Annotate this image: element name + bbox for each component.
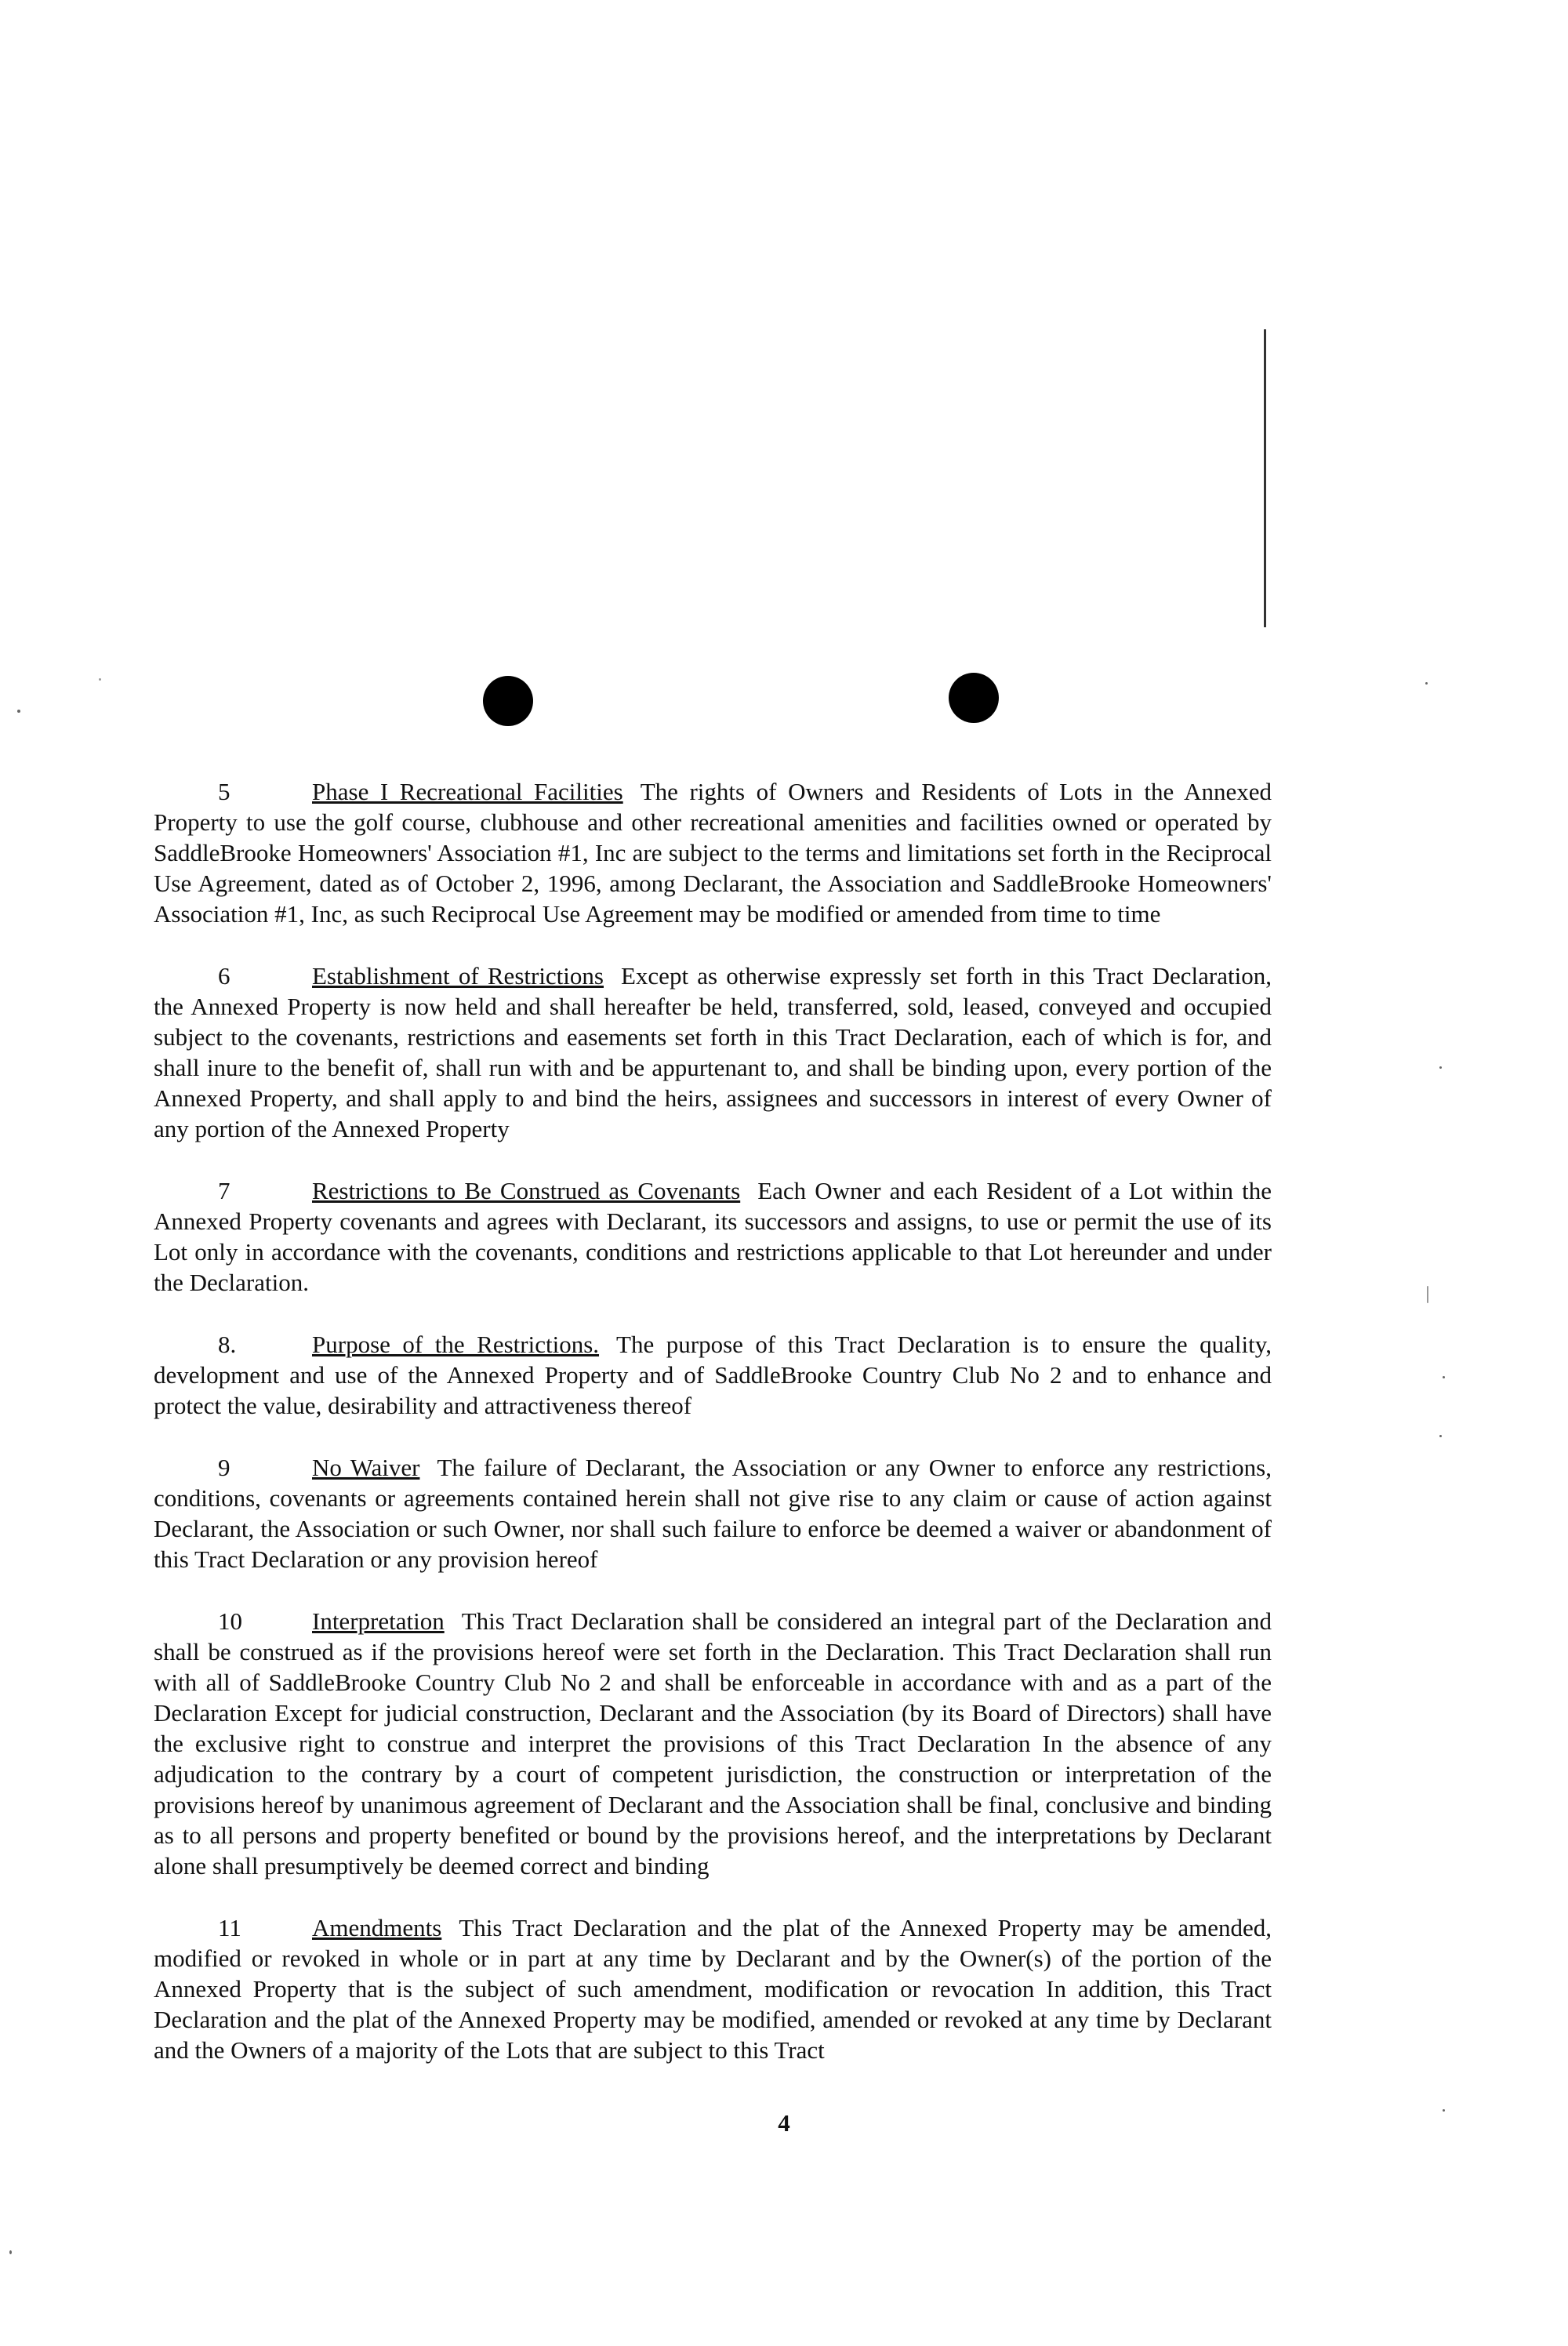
section-7-paragraph [154, 1175, 1272, 1298]
section-text: The failure of Declarant, the Association or any Owner to enforce any restrictions, conditions, covenants or agreements contained herein shall not give rise to any claim or cause of action against Declarant, the Association or such Owner, nor shall such failure to enforce be deemed a waiver or abandonment of this Tract Declaration or any provision hereof [154, 1454, 1272, 1573]
scan-edge-line [1264, 329, 1266, 627]
scan-speck [1427, 1286, 1428, 1303]
section-number: 8. [218, 1331, 237, 1358]
section-number: 6 [218, 962, 230, 990]
section-heading: Restrictions to Be Construed as Covenants [312, 1177, 741, 1204]
punch-hole-right [949, 673, 999, 723]
section-heading: Purpose of the Restrictions. [312, 1331, 600, 1358]
page-number: 4 [778, 2109, 790, 2137]
section-heading: Phase I Recreational Facilities [312, 778, 623, 805]
section-heading: Amendments [312, 1914, 442, 1941]
section-text: Except as otherwise expressly set forth in this Tract Declaration, the Annexed Property is now held and shall hereafter be held, transferred, sold, leased, conveyed and occupied subject to the covenants, restrictions and easements set forth in this Tract Declaration, each of which is for, and shall inure to the benefit of, shall run with and be appurtenant to, and shall be binding upon, every portion of the Annexed Property, and shall apply to and bind the heirs, assignees and successors in interest of every Owner of any portion of the Annexed Property [154, 962, 1272, 1142]
section-6-paragraph [154, 961, 1272, 1144]
punch-hole-left [483, 676, 533, 726]
section-number: 11 [218, 1914, 241, 1941]
section-9-paragraph [154, 1452, 1272, 1574]
scan-speck [99, 678, 101, 681]
scan-speck [1439, 1066, 1442, 1069]
section-number: 7 [218, 1177, 230, 1204]
section-10-paragraph [154, 1606, 1272, 1881]
scan-speck [1425, 682, 1428, 685]
section-8-paragraph [154, 1329, 1272, 1421]
section-number: 5 [218, 778, 230, 805]
scan-speck [1443, 1376, 1445, 1378]
scan-speck [17, 710, 20, 713]
section-number: 9 [218, 1454, 230, 1481]
section-11-paragraph [154, 1912, 1272, 2065]
section-text: The purpose of this Tract Declaration is to ensure the quality, development and use of the Annexed Property and of SaddleBrooke Country Club No 2 and to enhance and protect the value, desirability and attractiveness thereof [154, 1331, 1272, 1419]
section-text: The rights of Owners and Residents of Lots in the Annexed Property to use the golf course, clubhouse and other recreational amenities and facilities owned or operated by SaddleBrooke Homeowners' Association #1, Inc are subject to the terms and limitations set forth in the Reciprocal Use Agreement, dated as of October 2, 1996, among Declarant, the Association and SaddleBrooke Homeowners' Association #1, Inc, as such Reciprocal Use Agreement may be modified or amended from time to time [154, 778, 1272, 928]
scan-speck [9, 2250, 12, 2254]
document-body [154, 776, 1272, 2097]
section-number: 10 [218, 1607, 242, 1635]
section-text: This Tract Declaration and the plat of the Annexed Property may be amended, modified or revoked in whole or in part at any time by Declarant and by the Owner(s) of the portion of the Annexed Property that is the subject of such amendment, modification or revocation In addition, this Tract Declaration and the plat of the Annexed Property may be modified, amended or revoked at any time by Declarant and the Owners of a majority of the Lots that are subject to this Tract [154, 1914, 1272, 2064]
section-text: Each Owner and each Resident of a Lot within the Annexed Property covenants and agrees with Declarant, its successors and assigns, to use or permit the use of its Lot only in accordance with the covenants, conditions and restrictions applicable to that Lot hereunder and under the Declaration. [154, 1177, 1272, 1296]
scan-speck [1439, 1435, 1442, 1437]
section-heading: Interpretation [312, 1607, 445, 1635]
section-5-paragraph [154, 776, 1272, 929]
section-heading: No Waiver [312, 1454, 420, 1481]
section-heading: Establishment of Restrictions [312, 962, 604, 990]
section-text: This Tract Declaration shall be considered an integral part of the Declaration and shall be construed as if the provisions hereof were set forth in the Declaration. This Tract Declaration shall run with all of SaddleBrooke Country Club No 2 and shall be enforceable in accordance with and as a part of the Declaration Except for judicial construction, Declarant and the Association (by its Board of Directors) shall have the exclusive right to construe and interpret the provisions of this Tract Declaration In the absence of any adjudication to the contrary by a court of competent jurisdiction, the construction or interpretation of the provisions hereof by unanimous agreement of Declarant and the Association shall be final, conclusive and binding as to all persons and property benefited or bound by the provisions hereof, and the interpretations by Declarant alone shall presumptively be deemed correct and binding [154, 1607, 1272, 1879]
